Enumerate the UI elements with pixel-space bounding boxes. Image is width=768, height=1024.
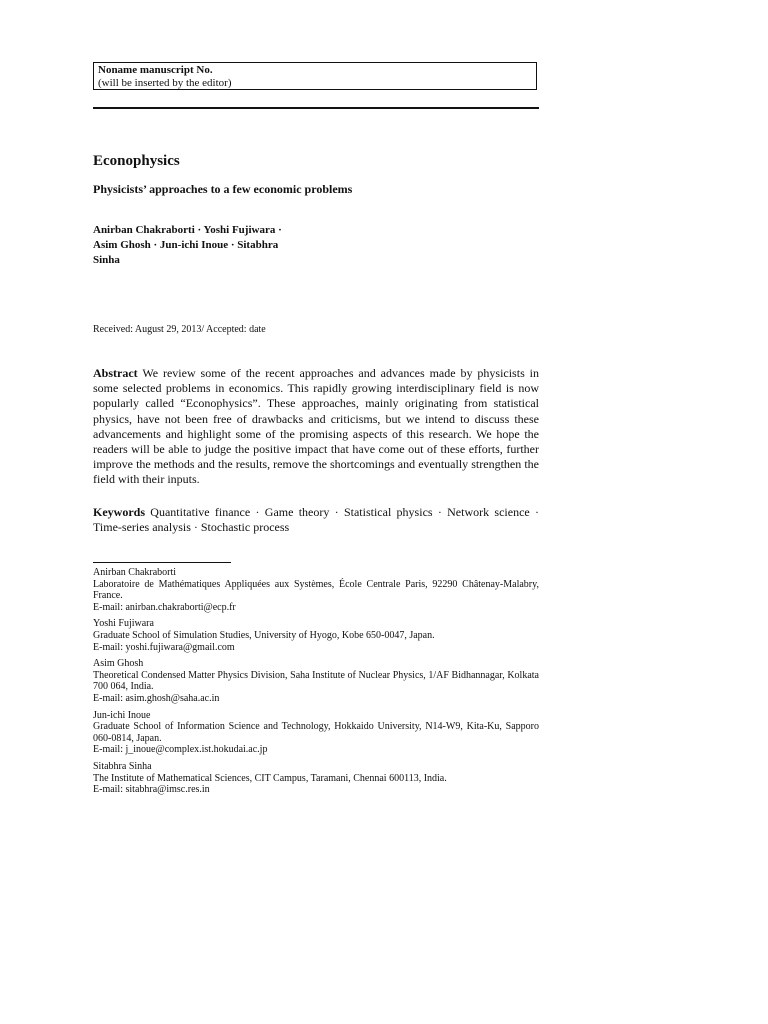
- abstract-label: Abstract: [93, 366, 138, 380]
- affiliation-address: Graduate School of Simulation Studies, University of Hyogo, Kobe 650-0047, Japan.: [93, 629, 435, 641]
- keywords-label: Keywords: [93, 505, 145, 519]
- affiliation-address: The Institute of Mathematical Sciences, CIT Campus, Taramani, Chennai 600113, India.: [93, 772, 447, 784]
- affiliation-block: [93, 618, 539, 653]
- affiliation-email: E-mail: yoshi.fujiwara@gmail.com: [93, 641, 235, 653]
- abstract-text: We review some of the recent approaches and advances made by physicists in some selected problems in economics. This rapidly growing interdisciplinary field is now popularly called “Econophysics”. These approaches, mainly originating from statistical physics, have not been free of drawbacks and criticisms, but we intend to discuss these advancements and highlight some of the promising aspects of this research. We hope the readers will be able to judge the positive impact that have come out of these efforts, further improve the methods and the results, remove the shortcomings and eventually strengthen the field with their inputs.: [93, 366, 539, 487]
- affiliation-email: E-mail: j_inoue@complex.ist.hokudai.ac.jp: [93, 744, 268, 756]
- received-date: Received: August 29, 2013/ Accepted: date: [93, 324, 266, 335]
- header-rule: [93, 107, 539, 109]
- affiliation-block: [93, 710, 539, 756]
- manuscript-number-label: Noname manuscript No.: [98, 64, 213, 76]
- paper-subtitle: Physicists’ approaches to a few economic problems: [93, 182, 353, 196]
- keywords: [93, 505, 539, 535]
- affiliation-name: Asim Ghosh: [93, 658, 144, 670]
- editor-note-label: (will be inserted by the editor): [98, 77, 232, 89]
- abstract: [93, 366, 539, 488]
- affiliation-block: [93, 567, 539, 613]
- author-list: [93, 223, 393, 268]
- paper-title: Econophysics: [93, 153, 180, 169]
- author-line: Anirban Chakraborti · Yoshi Fujiwara ·: [93, 224, 282, 236]
- affiliation-email: E-mail: anirban.chakraborti@ecp.fr: [93, 601, 236, 613]
- affiliation-address: Laboratoire de Mathématiques Appliquées aux Systèmes, École Centrale Paris, 92290 Châtenay-Malabry, France.: [93, 578, 539, 602]
- affiliations: [93, 567, 539, 801]
- affiliation-name: Jun-ichi Inoue: [93, 709, 151, 721]
- affiliation-email: E-mail: asim.ghosh@saha.ac.in: [93, 692, 220, 704]
- footnote-rule: [93, 562, 231, 563]
- affiliation-email: E-mail: sitabhra@imsc.res.in: [93, 784, 210, 796]
- affiliation-block: [93, 761, 539, 796]
- affiliation-name: Yoshi Fujiwara: [93, 618, 154, 630]
- editor-note-box: [93, 62, 537, 90]
- affiliation-name: Sitabhra Sinha: [93, 760, 152, 772]
- keywords-text: Quantitative finance · Game theory · Statistical physics · Network science · Time-series analysis · Stochastic process: [93, 505, 540, 534]
- affiliation-address: Theoretical Condensed Matter Physics Division, Saha Institute of Nuclear Physics, 1/AF Bidhannagar, Kolkata 700 064, India.: [93, 669, 539, 693]
- affiliation-address: Graduate School of Information Science and Technology, Hokkaido University, N14-W9, Kita-Ku, Sapporo 060-0814, Japan.: [93, 721, 539, 744]
- author-line: Asim Ghosh · Jun-ichi Inoue · Sitabhra: [93, 239, 279, 251]
- affiliation-name: Anirban Chakraborti: [93, 567, 177, 578]
- affiliation-block: [93, 658, 539, 704]
- author-line: Sinha: [93, 254, 120, 266]
